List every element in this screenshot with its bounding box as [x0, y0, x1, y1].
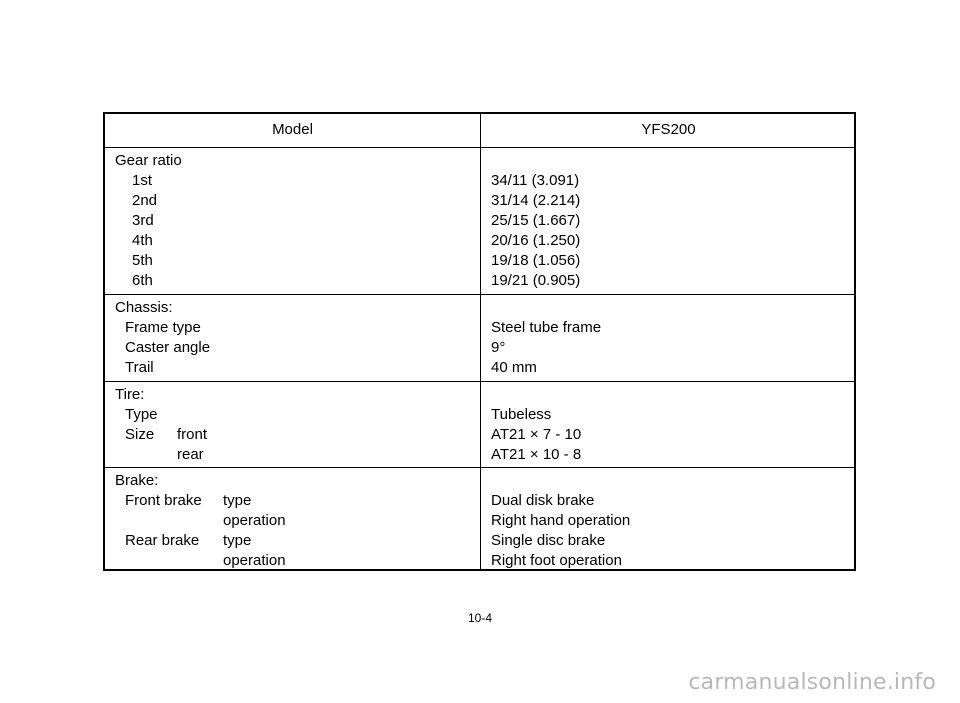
- gear-6th-label: 6th: [132, 272, 153, 289]
- gear-5th-label: 5th: [132, 252, 153, 269]
- front-brake-operation-value: Right hand operation: [491, 512, 631, 529]
- tire-title: Tire:: [115, 386, 145, 403]
- frame-type-value: Steel tube frame: [491, 319, 602, 336]
- tire-front-value: AT21 × 7 - 10: [491, 426, 582, 443]
- front-brake-label: Front brake: [125, 492, 202, 509]
- tire-rear-label: rear: [177, 446, 204, 463]
- tire-size-label: Size: [125, 426, 155, 443]
- tire-rear-value: AT21 × 10 - 8: [491, 446, 582, 463]
- brake-title: Brake:: [115, 472, 159, 489]
- brake-section: [105, 467, 854, 569]
- rear-brake-type-label: type: [223, 532, 252, 549]
- gear-1st-value: 34/11 (3.091): [491, 172, 580, 189]
- chassis-section: [105, 294, 854, 381]
- gear-4th-value: 20/16 (1.250): [491, 232, 581, 249]
- front-brake-operation-label: operation: [223, 512, 286, 529]
- rear-brake-label: Rear brake: [125, 532, 200, 549]
- gear-6th-value: 19/21 (0.905): [491, 272, 581, 289]
- tire-section: [105, 381, 854, 467]
- caster-angle-value: 9°: [491, 339, 506, 356]
- tire-type-label: Type: [125, 406, 158, 423]
- chassis-title: Chassis:: [115, 299, 173, 316]
- page-number: 10-4: [467, 611, 493, 625]
- trail-value: 40 mm: [491, 359, 537, 376]
- gear-4th-label: 4th: [132, 232, 153, 249]
- watermark: carmanualsonline.info: [688, 670, 936, 695]
- gear-ratio-section: [105, 147, 854, 294]
- gear-3rd-value: 25/15 (1.667): [491, 212, 581, 229]
- tire-front-label: front: [177, 426, 208, 443]
- caster-angle-label: Caster angle: [125, 339, 211, 356]
- header-model-value: YFS200: [641, 121, 696, 138]
- front-brake-type-value: Dual disk brake: [491, 492, 595, 509]
- trail-label: Trail: [125, 359, 154, 376]
- header-model-label: Model: [272, 121, 313, 138]
- gear-1st-label: 1st: [132, 172, 153, 189]
- front-brake-type-label: type: [223, 492, 252, 509]
- frame-type-label: Frame type: [125, 319, 201, 336]
- rear-brake-operation-value: Right foot operation: [491, 552, 622, 569]
- gear-ratio-title: Gear ratio: [115, 152, 182, 169]
- table-header-row: [105, 114, 854, 147]
- gear-2nd-value: 31/14 (2.214): [491, 192, 581, 209]
- specification-table: [103, 112, 856, 571]
- rear-brake-type-value: Single disc brake: [491, 532, 606, 549]
- tire-type-value: Tubeless: [491, 406, 552, 423]
- rear-brake-operation-label: operation: [223, 552, 286, 569]
- gear-2nd-label: 2nd: [132, 192, 158, 209]
- gear-3rd-label: 3rd: [132, 212, 154, 229]
- gear-5th-value: 19/18 (1.056): [491, 252, 581, 269]
